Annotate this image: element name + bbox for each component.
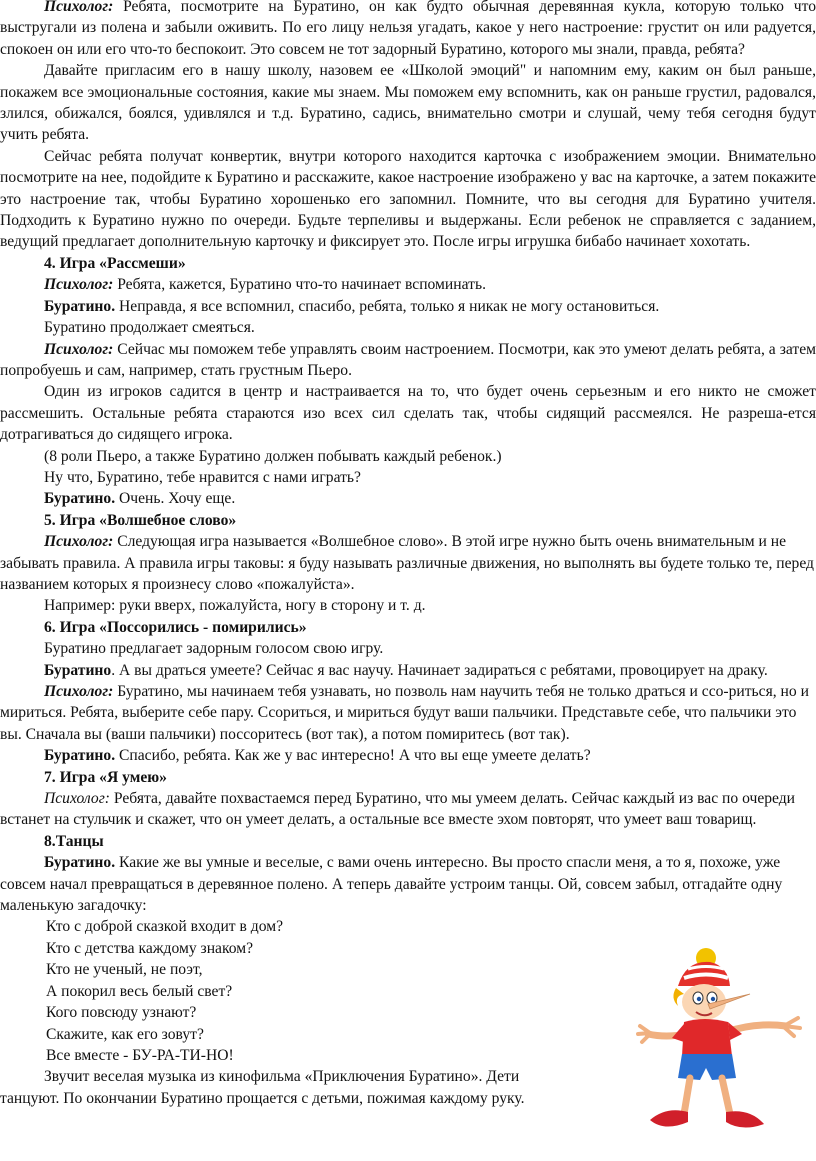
paragraph: Буратино продолжает смеяться. <box>44 319 255 337</box>
speaker-psychologist: Психолог: <box>44 533 114 551</box>
paragraph-text: Буратино, мы начинаем тебя узнавать, но позволь нам научить тебя не только драться и ссо-риться, но и мириться. Ребята, выберите себе пару. Ссориться, и мириться будут ваши пальчики. Представьте себе, что пальчики это вы. Сначала вы (ваши пальчики) поссоритесь (вот так), а потом помиритесь (вот так). <box>0 683 809 743</box>
paragraph: Один из игроков садится в центр и настраивается на то, что будет очень серьезным и его никто не сможет рассмешить. Остальные ребята стараются изо всех сил сделать так, чтобы сидящий рассмеялся. Не разреша-ется дотрагиваться до сидящего игрока. <box>0 383 816 444</box>
section-heading: 7. Игра «Я умею» <box>44 768 167 786</box>
blue-shorts <box>678 1054 736 1080</box>
speaker-buratino: Буратино. <box>44 854 116 872</box>
paragraph-text: Спасибо, ребята. Как же у вас интересно! А что вы еще умеете делать? <box>115 747 591 765</box>
paragraph-text: Ребята, посмотрите на Буратино, он как будто обычная деревянная кукла, которую только что выстругали из полена и забыли оживить. По его лицу нельзя угадать, какое у него настроение: грустит он или радуется, спокоен он или его что-то беспокоит. Это совсем не тот задорный Буратино, которого мы знали, правда, ребята? <box>0 0 816 58</box>
paragraph <box>0 681 816 745</box>
paragraph: Например: руки вверх, пожалуйста, ногу в сторону и т. д. <box>44 597 426 615</box>
right-leg <box>722 1078 730 1114</box>
buratino-illustration <box>626 938 812 1138</box>
section-heading: 4. Игра «Рассмеши» <box>44 254 186 272</box>
riddle-line: Кто с детства каждому знаком? <box>46 939 254 957</box>
speaker-psychologist: Психолог: <box>44 340 114 358</box>
paragraph: Давайте пригласим его в нашу школу, назовем ее «Школой эмоций" и напомним ему, каким он был раньше, покажем все эмоциональные состояния, какие мы знаем. Мы поможем ему вспомнить, как он раньше грустил, радовался, злился, обижался, боялся, удивлялся и т.д. Буратино, садись, внимательно смотри и слушай, чему тебя сегодня будут учить ребята. <box>0 62 816 144</box>
paragraph <box>0 788 816 831</box>
speaker-buratino: Буратино. <box>44 297 116 315</box>
paragraph: Сейчас ребята получат конвертик, внутри которого находится карточка с изображением эмоции. Внимательно посмотрите на нее, подойдите к Буратино и расскажите, какое настроение изображено у вас на карточке, а затем покажите это настроение так, чтобы Буратино хорошенько его запомнил. Помните, что вы сегодня для Буратино учителя. Подходить к Буратино нужно по очереди. Будьте терпеливы и выдержаны. Если ребенок не справляется с заданием, ведущий предлагает дополнительную карточку и фиксирует это. После игры игрушка бибабо начинает хохотать. <box>0 147 816 251</box>
section-heading: 5. Игра «Волшебное слово» <box>44 511 237 529</box>
paragraph-text: Какие же вы умные и веселые, с вами очень интересно. Вы просто спасли меня, а то я, похоже, уже совсем начал превращаться в деревянное полено. А теперь давайте устроим танцы. Ой, совсем забыл, отгадайте одну маленькую загадочку: <box>0 854 783 915</box>
riddle-line: Скажите, как его зовут? <box>46 1025 204 1043</box>
right-shoe <box>726 1111 764 1127</box>
paragraph <box>0 531 816 595</box>
paragraph <box>0 0 816 60</box>
red-shirt <box>682 1019 732 1059</box>
paragraph-text: Неправда, я все вспомнил, спасибо, ребята, только я никак не могу остановиться. <box>115 297 660 315</box>
paragraph <box>0 296 816 317</box>
speaker-psychologist: Психолог: <box>44 683 114 700</box>
left-leg <box>684 1078 690 1114</box>
speaker-buratino: Буратино. <box>44 747 116 765</box>
paragraph <box>0 488 816 509</box>
speaker-buratino: Буратино. <box>44 490 116 508</box>
paragraph-text: Следующая игра называется «Волшебное слово». В этой игре нужно быть очень внимательным и не забывать правила. А правила игры таковы: я буду называть различные движения, но выполнять вы будете только те, перед названием которых я произнесу слово «пожалуйста». <box>0 533 814 593</box>
paragraph: Звучит веселая музыка из кинофильма «Приключения Буратино». Дети танцуют. По окончании Буратино прощается с детьми, пожимая каждому руку. <box>0 1068 525 1107</box>
paragraph <box>0 339 816 382</box>
riddle-line: Кто с доброй сказкой входит в дом? <box>46 918 283 936</box>
paragraph <box>0 660 816 681</box>
paragraph-text: Ребята, давайте похвастаемся перед Буратино, что мы умеем делать. Сейчас каждый из вас по очереди встанет на стульчик и скажет, что он умеет делать, а остальные все вместе эхом повторят, что умеет ваш товарищ. <box>0 790 796 829</box>
riddle-line: А покорил весь белый свет? <box>46 982 233 1000</box>
speaker-psychologist: Психолог: <box>44 790 110 808</box>
paragraph <box>0 274 816 295</box>
paragraph-text: . А вы драться умеете? Сейчас я вас научу. Начинает задираться с ребятами, провоцирует на драку. <box>111 661 768 679</box>
striped-hat <box>678 962 730 986</box>
riddle-line: Кто не ученый, не поэт, <box>46 961 203 979</box>
left-shoe <box>650 1110 688 1126</box>
riddle-line: Кого повсюду узнают? <box>46 1004 197 1022</box>
riddle-line: Все вместе - БУ-РА-ТИ-НО! <box>46 1046 234 1064</box>
paragraph-text: Ребята, кажется, Буратино что-то начинает вспоминать. <box>113 276 486 294</box>
paragraph-text: Сейчас мы поможем тебе управлять своим настроением. Посмотри, как это умеют делать ребята, а затем попробуешь и сам, например, стать грустным Пьеро. <box>0 340 816 379</box>
paragraph: (8 роли Пьеро, а также Буратино должен побывать каждый ребенок.) <box>44 447 502 465</box>
paragraph: Буратино предлагает задорным голосом свою игру. <box>44 640 384 658</box>
paragraph: Ну что, Буратино, тебе нравится с нами играть? <box>44 468 361 486</box>
section-heading: 8.Танцы <box>44 832 104 850</box>
paragraph <box>0 852 816 916</box>
speaker-buratino: Буратино <box>44 661 112 679</box>
speaker-psychologist: Психолог: <box>44 0 114 15</box>
section-heading: 6. Игра «Поссорились - помирились» <box>44 618 307 636</box>
paragraph <box>0 745 816 766</box>
speaker-psychologist: Психолог: <box>44 276 114 294</box>
paragraph-text: Очень. Хочу еще. <box>115 490 236 508</box>
